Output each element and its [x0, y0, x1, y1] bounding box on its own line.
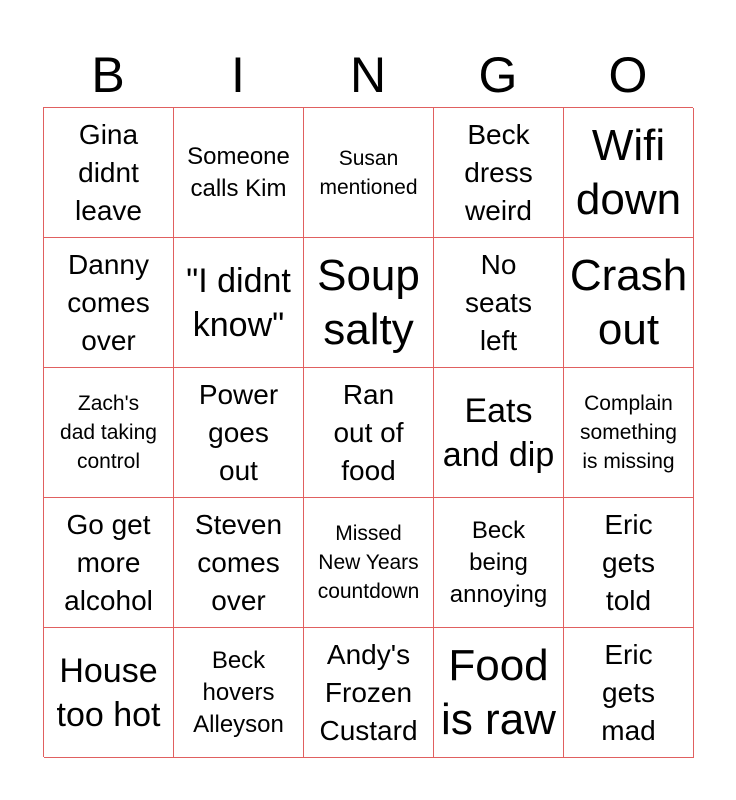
bingo-cell[interactable] [44, 238, 174, 368]
bingo-cell-text: Steven comes over [194, 508, 283, 616]
bingo-cell[interactable] [44, 368, 174, 498]
bingo-cell-text: Missed New Years countdown [317, 522, 420, 603]
bingo-cell-text: Soup salty [317, 250, 420, 354]
bingo-cell[interactable] [44, 108, 174, 238]
bingo-cell[interactable] [304, 628, 434, 758]
header-letter-o: O [608, 47, 648, 103]
bingo-cell-text: House too hot [56, 651, 161, 734]
bingo-cell-text: Eats and dip [442, 391, 555, 474]
bingo-header [43, 44, 693, 106]
bingo-cell-text: Eric gets told [602, 508, 655, 616]
header-letter-n: N [349, 47, 387, 103]
bingo-cell-text: Gina didnt leave [75, 118, 142, 226]
bingo-cell[interactable] [564, 108, 694, 238]
bingo-cell[interactable] [434, 238, 564, 368]
bingo-cell-text: Go get more alcohol [64, 508, 153, 616]
bingo-cell[interactable] [174, 238, 304, 368]
bingo-cell-text: Susan mentioned [319, 146, 418, 199]
bingo-cell[interactable] [44, 628, 174, 758]
bingo-cell[interactable] [174, 368, 304, 498]
bingo-cell[interactable] [174, 628, 304, 758]
bingo-cell-text: Beck hovers Alleyson [193, 646, 284, 738]
bingo-cell-text: Crash out [569, 250, 688, 354]
bingo-cell[interactable] [304, 108, 434, 238]
bingo-cell[interactable] [434, 628, 564, 758]
bingo-cell[interactable] [564, 368, 694, 498]
bingo-cell[interactable] [434, 368, 564, 498]
bingo-cell-text: Beck dress weird [464, 118, 533, 226]
bingo-cell-text: Wifi down [575, 120, 682, 224]
bingo-card-grid [43, 107, 693, 757]
bingo-cell[interactable] [564, 498, 694, 628]
bingo-cell-text: Zach's dad taking control [60, 392, 157, 473]
bingo-cell-text: Power goes out [198, 378, 279, 486]
bingo-cell[interactable] [304, 238, 434, 368]
bingo-cell-text: "I didnt know" [186, 261, 291, 344]
bingo-cell-text: Complain something is missing [580, 392, 677, 473]
bingo-cell-text: Danny comes over [67, 248, 150, 356]
bingo-cell[interactable] [174, 498, 304, 628]
bingo-cell-text: Food is raw [441, 640, 556, 744]
bingo-cell[interactable] [304, 368, 434, 498]
bingo-cell[interactable] [564, 238, 694, 368]
bingo-cell-text: No seats left [465, 248, 532, 356]
bingo-cell[interactable] [174, 108, 304, 238]
bingo-cell[interactable] [304, 498, 434, 628]
bingo-cell[interactable] [434, 108, 564, 238]
bingo-cell-text: Beck being annoying [449, 516, 548, 608]
header-letter-b: B [91, 47, 125, 103]
header-letter-i: I [231, 47, 245, 103]
bingo-cell[interactable] [44, 498, 174, 628]
bingo-cell-text: Andy's Frozen Custard [319, 638, 418, 746]
header-letter-g: G [478, 47, 518, 103]
bingo-cell-text: Ran out of food [333, 378, 404, 486]
bingo-cell-text: Someone calls Kim [187, 142, 290, 202]
bingo-cell-text: Eric gets mad [601, 638, 656, 746]
bingo-cell[interactable] [564, 628, 694, 758]
bingo-cell[interactable] [434, 498, 564, 628]
